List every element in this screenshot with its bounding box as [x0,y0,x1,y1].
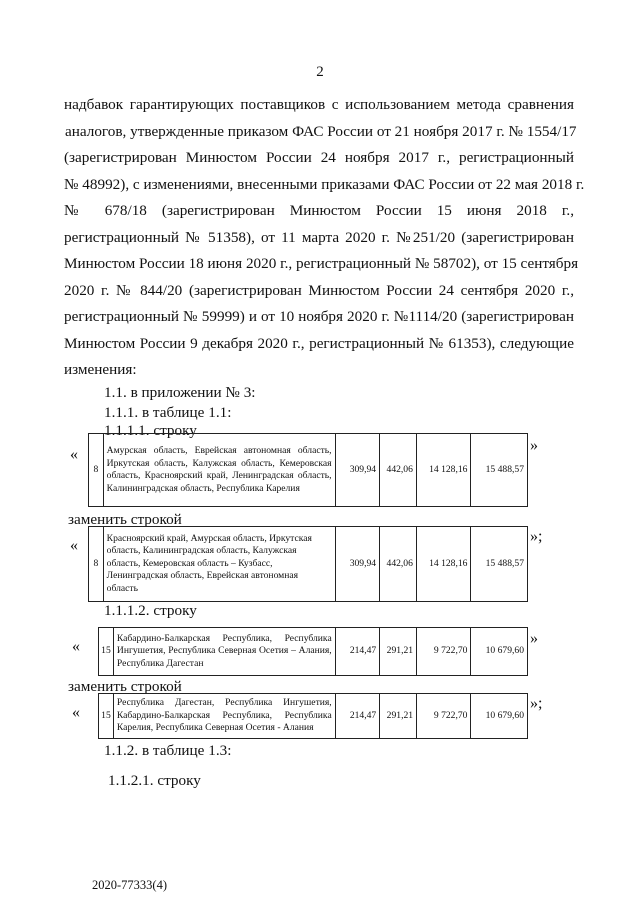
quote-open: « [70,537,78,554]
row-number: 15 [99,628,114,676]
table-row-15-old [98,627,528,676]
row-value-4: 10 679,60 [471,694,528,739]
item-1-1-2: 1.1.2. в таблице 1.3: [104,742,232,759]
item-1-1-1: 1.1.1. в таблице 1.1: [104,404,232,421]
row-value-3: 9 722,70 [417,628,471,676]
row-value-1: 309,94 [335,527,379,602]
row-regions: Кабардино-Балкарская Республика, Республика Ингушетия, Республика Северная Осетия – Алания, Республика Дагестан [113,628,335,676]
quote-close: »; [530,695,543,712]
quote-close: »; [530,528,543,545]
quote-open: « [70,446,78,463]
quote-open: « [72,704,80,721]
row-value-2: 291,21 [380,694,417,739]
text-line: Минюстом России 18 июня 2020 г., регистрационный № 58702), от 15 сентября [64,255,579,272]
document-code: 2020-77333(4) [92,878,167,892]
row-value-2: 291,21 [380,628,417,676]
row-value-3: 14 128,16 [416,434,471,507]
text-line: 2020 г. № 844/20 (зарегистрирован Минюстом России 24 сентября 2020 г., [64,281,574,299]
row-regions: Амурская область, Еврейская автономная область, Иркутская область, Калужская область, Кемеровская область, Красноярский край, Ленинградская область, Калининградская область, Республика Карелия [103,434,335,507]
text-line: изменения: [64,361,137,378]
row-value-1: 214,47 [335,628,380,676]
text-line: Минюстом России 9 декабря 2020 г., регистрационный № 61353), следующие [64,334,574,352]
row-regions: Республика Дагестан, Республика Ингушетия, Кабардино-Балкарская Республика, Республика Карелия, Республика Северная Осетия - Алания [113,694,335,739]
intro-paragraph [64,92,585,384]
table-row-8-new [88,526,528,602]
text-line: надбавок гарантирующих поставщиков с использованием метода сравнения [64,96,574,113]
row-value-4: 15 488,57 [471,527,528,602]
item-1-1: 1.1. в приложении № 3: [104,384,256,401]
row-value-3: 14 128,16 [416,527,471,602]
quote-close: » [530,630,538,647]
row-number: 15 [99,694,114,739]
row-regions: Красноярский край, Амурская область, Иркутская область, Калининградская область, Калужская область, Кемеровская область – Кузбасс, Ленинградская область, Еврейская автономная область [103,527,335,602]
table-row-8-old [88,433,528,507]
item-1-1-1-1: 1.1.1.1. строку [104,422,197,439]
row-value-3: 9 722,70 [417,694,471,739]
row-value-2: 442,06 [380,434,417,507]
text-line: регистрационный № 51358), от 11 марта 2020 г. №251/20 (зарегистрирован [64,228,574,246]
text-line: № 48992), с изменениями, внесенными приказами ФАС России от 22 мая 2018 г. [64,175,585,193]
item-1-1-2-1: 1.1.2.1. строку [108,772,201,789]
row-number: 8 [89,527,104,602]
row-value-1: 309,94 [335,434,379,507]
table-row-15-new [98,693,528,739]
text-line: № 678/18 (зарегистрирован Минюстом России 15 июня 2018 г., [64,202,574,219]
text-line: (зарегистрирован Минюстом России 24 ноября 2017 г., регистрационный [64,149,574,166]
row-value-4: 15 488,57 [471,434,528,507]
replace-label: заменить строкой [68,678,182,695]
row-value-4: 10 679,60 [471,628,528,676]
row-value-1: 214,47 [335,694,380,739]
item-1-1-1-2: 1.1.1.2. строку [104,602,197,619]
row-value-2: 442,06 [380,527,417,602]
quote-open: « [72,638,80,655]
text-line: аналогов, утвержденные приказом ФАС России от 21 ноября 2017 г. № 1554/17 [65,122,577,140]
page-number: 2 [316,64,324,80]
replace-label: заменить строкой [68,511,182,528]
row-number: 8 [89,434,104,507]
quote-close: » [530,437,538,454]
text-line: регистрационный № 59999) и от 10 ноября 2020 г. №1114/20 (зарегистрирован [64,308,574,325]
